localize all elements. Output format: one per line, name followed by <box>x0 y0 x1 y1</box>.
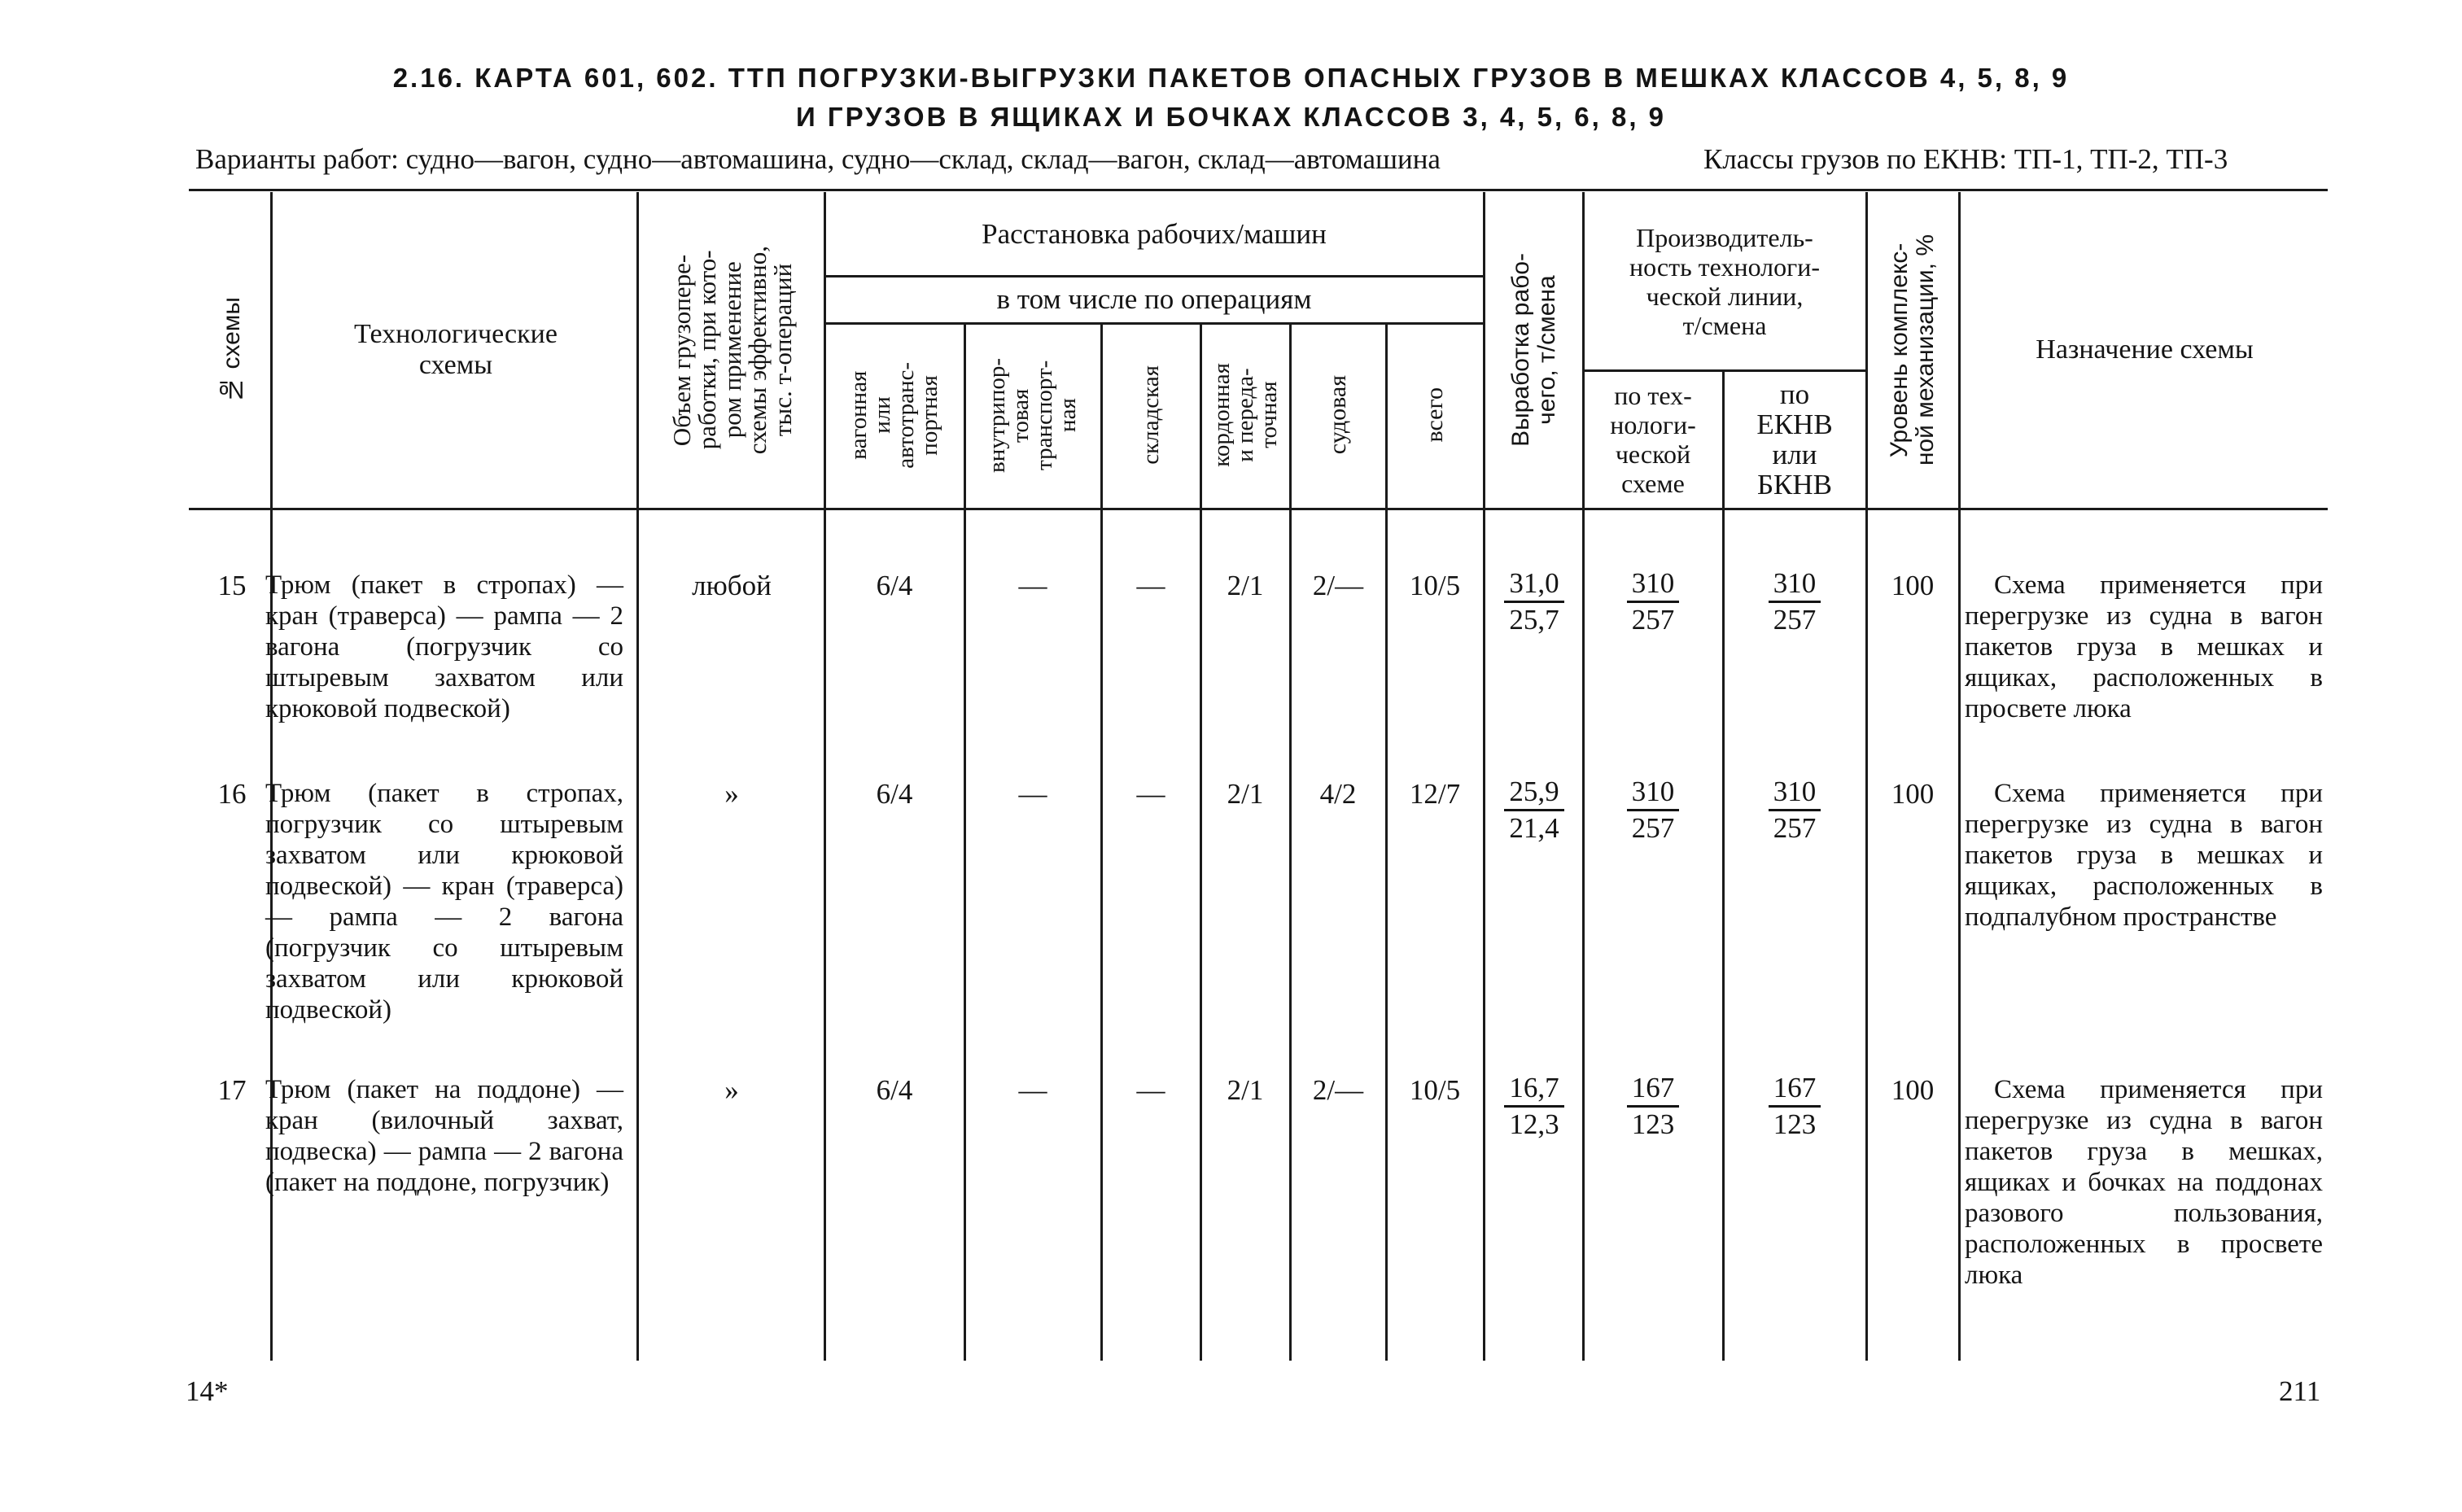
row-internal: — <box>1018 1074 1047 1106</box>
col-divider-5 <box>1100 324 1103 1361</box>
title-line-2: И ГРУЗОВ В ЯЩИКАХ И БОЧКАХ КЛАССОВ 3, 4, 5, 6, 8, 9 <box>795 102 1667 132</box>
row-num: 17 <box>217 1074 247 1106</box>
eknv-numerator: 310 <box>1769 566 1821 603</box>
page-number: 211 <box>2279 1375 2321 1407</box>
row-eknv-productivity <box>1725 1071 1864 1142</box>
output-denominator: 21,4 <box>1509 812 1559 844</box>
row-tech-productivity <box>1585 775 1721 846</box>
header-productivity: Производитель- ность технологи- ческой линии, т/смена <box>1629 223 1821 340</box>
page-title <box>0 59 2462 137</box>
header-ship: судовая <box>1324 375 1351 455</box>
header-tech-schemes: Технологические схемы <box>354 319 558 380</box>
eknv-denominator: 257 <box>1773 604 1817 636</box>
header-by-tech: по тех- нологи- ческой схеме <box>1610 381 1696 498</box>
tech-numerator: 167 <box>1627 1071 1680 1108</box>
row-internal: — <box>1018 778 1047 810</box>
col-divider-13 <box>1958 192 1961 1361</box>
output-numerator: 16,7 <box>1504 1071 1563 1108</box>
row-tech-productivity <box>1585 1071 1721 1142</box>
col-divider-8 <box>1385 324 1388 1361</box>
eknv-denominator: 257 <box>1773 812 1817 844</box>
eknv-numerator: 310 <box>1769 775 1821 811</box>
col-divider-4 <box>964 324 966 1361</box>
row-cordon: 2/1 <box>1227 570 1264 601</box>
row-volume: » <box>724 778 739 810</box>
tech-denominator: 257 <box>1631 812 1675 844</box>
row-eknv-productivity <box>1725 775 1864 846</box>
output-numerator: 31,0 <box>1504 566 1563 603</box>
row-mech: 100 <box>1891 778 1935 810</box>
header-purpose: Назначение схемы <box>2036 334 2254 365</box>
row-wagon: 6/4 <box>876 778 913 810</box>
row-volume: любой <box>692 570 772 601</box>
header-cordon: кордонная и переда- точная <box>1208 363 1282 467</box>
col-divider-12 <box>1865 192 1868 1361</box>
col-divider-7 <box>1289 324 1292 1361</box>
tech-numerator: 310 <box>1627 775 1680 811</box>
row-total: 10/5 <box>1409 570 1461 601</box>
col-divider-9 <box>1483 192 1485 1361</box>
row-ship: 4/2 <box>1319 778 1357 810</box>
row-cordon: 2/1 <box>1227 1074 1264 1106</box>
header-output: Выработка рабо- чего, т/смена <box>1507 253 1560 447</box>
row-num: 16 <box>217 778 247 810</box>
row-output <box>1488 775 1581 846</box>
row-num: 15 <box>217 570 247 601</box>
row-mech: 100 <box>1891 570 1935 601</box>
row-warehouse: — <box>1136 778 1165 810</box>
tech-denominator: 123 <box>1631 1108 1675 1140</box>
row-volume: » <box>724 1074 739 1106</box>
header-warehouse: складская <box>1138 365 1164 465</box>
eknv-denominator: 123 <box>1773 1108 1817 1140</box>
output-denominator: 12,3 <box>1509 1108 1559 1140</box>
header-volume: Объем грузопере- работки, при кото- ром применение схемы эффективно, тыс. т-операций <box>667 245 797 455</box>
cargo-classes: Классы грузов по ЕКНВ: ТП-1, ТП-2, ТП-3 <box>1703 143 2228 175</box>
row-scheme: Трюм (пакет в стропах, погрузчик со штыревым захватом или крюковой подвеской) — кран (траверса) — рампа — 2 вагона (погрузчик со штыревым захватом или крюковой подвеской) <box>265 779 623 1025</box>
header-bottom-border <box>189 508 2328 510</box>
row-mech: 100 <box>1891 1074 1935 1106</box>
by-operation-border <box>824 322 1483 325</box>
tech-denominator: 257 <box>1631 604 1675 636</box>
header-by-eknv: по ЕКНВ или БКНВ <box>1756 378 1833 500</box>
row-total: 10/5 <box>1409 1074 1461 1106</box>
row-purpose: Схема применяется при перегрузке из судна в вагон пакетов груза в мешках и ящиках, расположенных в подпалубном пространстве <box>1965 779 2323 932</box>
row-warehouse: — <box>1136 1074 1165 1106</box>
row-purpose: Схема применяется при перегрузке из судна в вагон пакетов груза в мешках, ящиках и бочках на поддонах разового пользования, расположенных в просвете люка <box>1965 1075 2323 1290</box>
row-eknv-productivity <box>1725 566 1864 637</box>
header-total: всего <box>1421 387 1448 443</box>
col-divider-3 <box>824 192 826 1361</box>
placement-subheader-border <box>824 275 1483 277</box>
col-divider-6 <box>1200 324 1202 1361</box>
row-internal: — <box>1018 570 1047 601</box>
table-top-border <box>189 189 2328 191</box>
row-output <box>1488 1071 1581 1142</box>
row-wagon: 6/4 <box>876 1074 913 1106</box>
eknv-numerator: 167 <box>1769 1071 1821 1108</box>
row-tech-productivity <box>1585 566 1721 637</box>
row-purpose: Схема применяется при перегрузке из судна в вагон пакетов груза в мешках и ящиках, расположенных в просвете люка <box>1965 570 2323 723</box>
header-mech-level: Уровень комплекс- ной механизации, % <box>1886 234 1939 466</box>
header-wagon: вагонная или автотранс- портная <box>846 361 942 469</box>
work-variants: Варианты работ: судно—вагон, судно—автомашина, судно—склад, склад—вагон, склад—автомашина <box>195 143 1441 175</box>
row-ship: 2/— <box>1312 570 1364 601</box>
title-line-1: 2.16. КАРТА 601, 602. ТТП ПОГРУЗКИ-ВЫГРУЗКИ ПАКЕТОВ ОПАСНЫХ ГРУЗОВ В МЕШКАХ КЛАССОВ 4, 5, 8, 9 <box>392 63 2070 93</box>
col-divider-10 <box>1582 192 1585 1361</box>
row-total: 12/7 <box>1409 778 1461 810</box>
col-divider-2 <box>636 192 639 1361</box>
output-denominator: 25,7 <box>1509 604 1559 636</box>
tech-numerator: 310 <box>1627 566 1680 603</box>
row-wagon: 6/4 <box>876 570 913 601</box>
row-scheme: Трюм (пакет в стропах) — кран (траверса) — рампа — 2 вагона (погрузчик со штыревым захватом или крюковой подвеской) <box>265 570 623 723</box>
output-numerator: 25,9 <box>1504 775 1563 811</box>
row-ship: 2/— <box>1312 1074 1364 1106</box>
header-by-operation: в том числе по операциям <box>996 283 1312 315</box>
footer-mark: 14* <box>186 1375 229 1407</box>
header-placement: Расстановка рабочих/машин <box>982 218 1327 250</box>
row-cordon: 2/1 <box>1227 778 1264 810</box>
header-internal: внутрипор- товая транспорт- ная <box>984 357 1081 473</box>
row-output <box>1488 566 1581 637</box>
col-divider-11 <box>1722 371 1725 1361</box>
row-warehouse: — <box>1136 570 1165 601</box>
header-scheme-no: № схемы <box>218 297 245 403</box>
row-scheme: Трюм (пакет на поддоне) — кран (вилочный захват, подвеска) — рампа — 2 вагона (пакет на поддоне, погрузчик) <box>265 1075 623 1197</box>
